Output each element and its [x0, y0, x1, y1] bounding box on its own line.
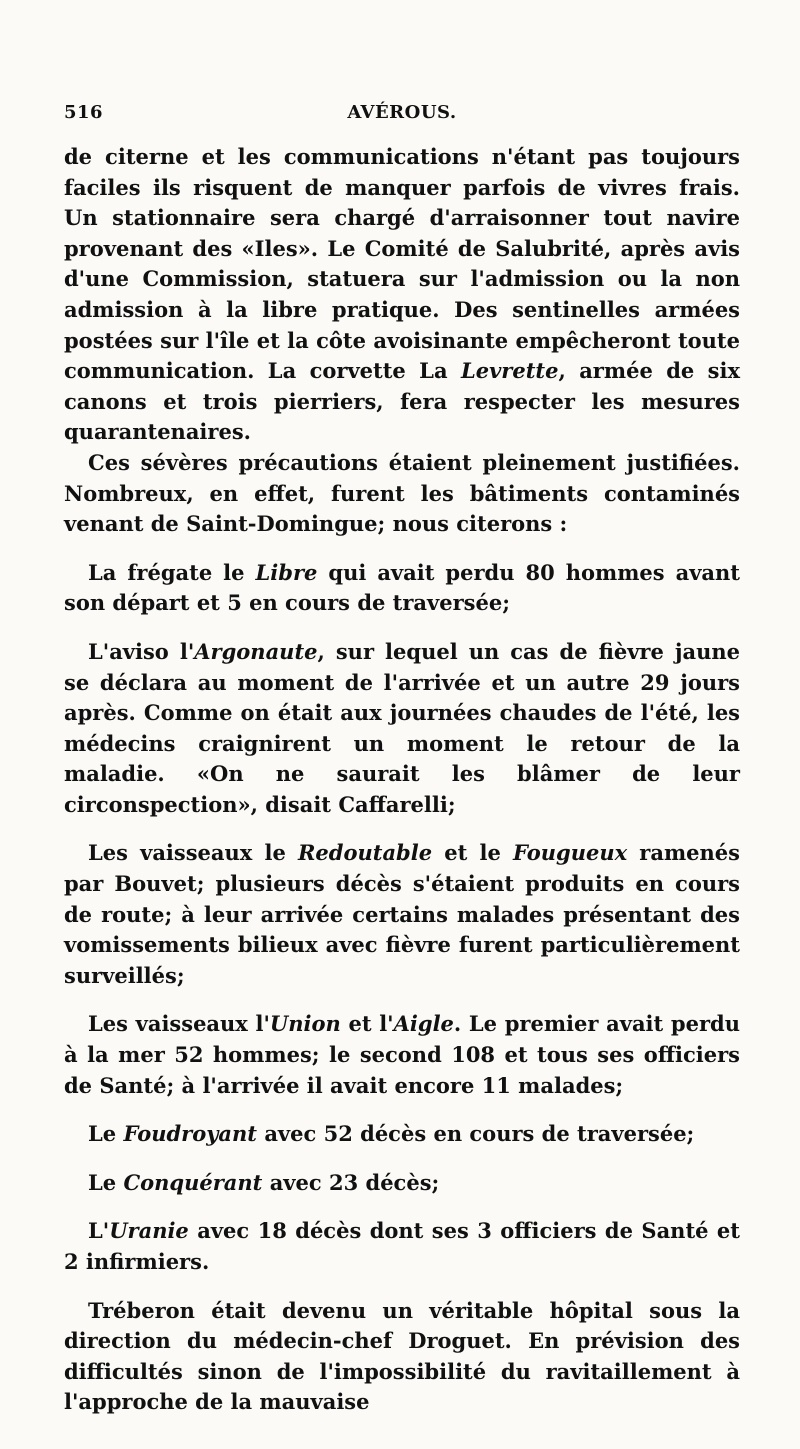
paragraph: La frégate le Libre qui avait perdu 80 hommes avant son départ et 5 en cours de traversée;: [64, 559, 740, 616]
paragraph: Les vaisseaux le Redoutable et le Fougueux ramenés par Bouvet; plusieurs décès s'étaient produits en cours de route; à leur arrivée certains malades présentant des vomissements bilieux avec fièvre furent particulièrement surveillés;: [64, 840, 740, 988]
page-number: 516: [64, 102, 104, 123]
paragraph: L'Uranie avec 18 décès dont ses 3 officiers de Santé et 2 infirmiers.: [64, 1218, 740, 1274]
running-header: [64, 96, 740, 136]
paragraph: de citerne et les communications n'étant pas toujours faciles ils risquent de manquer parfois de vivres frais. Un stationnaire sera chargé d'arraisonner tout navire provenant des «Iles». Le Comité de Salubrité, après avis d'une Commission, statuera sur l'admission ou la non admission à la libre pratique. Des sentinelles armées postées sur l'île et la côte avoisinante empêcheront toute communication. La corvette La Levrette, armée de six canons et trois pierriers, fera respecter les mesures quarantenaires.: [64, 144, 740, 445]
paragraph: Les vaisseaux l'Union et l'Aigle. Le premier avait perdu à la mer 52 hommes; le second 108 et tous ses officiers de Santé; à l'arrivée il avait encore 11 malades;: [64, 1011, 740, 1098]
body-text: [64, 142, 740, 1418]
paragraph: L'aviso l'Argonaute, sur lequel un cas de fièvre jaune se déclara au moment de l'arrivée et un autre 29 jours après. Comme on était aux journées chaudes de l'été, les médecins craignirent un moment le retour de la maladie. «On ne saurait les blâmer de leur circonspection», disait Caffarelli;: [64, 638, 740, 817]
paragraph: Le Conquérant avec 23 décès;: [88, 1169, 440, 1195]
paragraph: Tréberon était devenu un véritable hôpital sous la direction du médecin-chef Droguet. En prévision des difficultés sinon de l'impossibilité du ravitaillement à l'approche de la mauvaise: [64, 1297, 740, 1415]
running-title: AVÉROUS.: [347, 102, 457, 123]
paragraph: Ces sévères précautions étaient pleinement justifiées. Nombreux, en effet, furent les bâtiments contaminés venant de Saint-Domingue; nous citerons :: [64, 449, 740, 537]
paragraph: Le Foudroyant avec 52 décès en cours de traversée;: [88, 1121, 695, 1147]
